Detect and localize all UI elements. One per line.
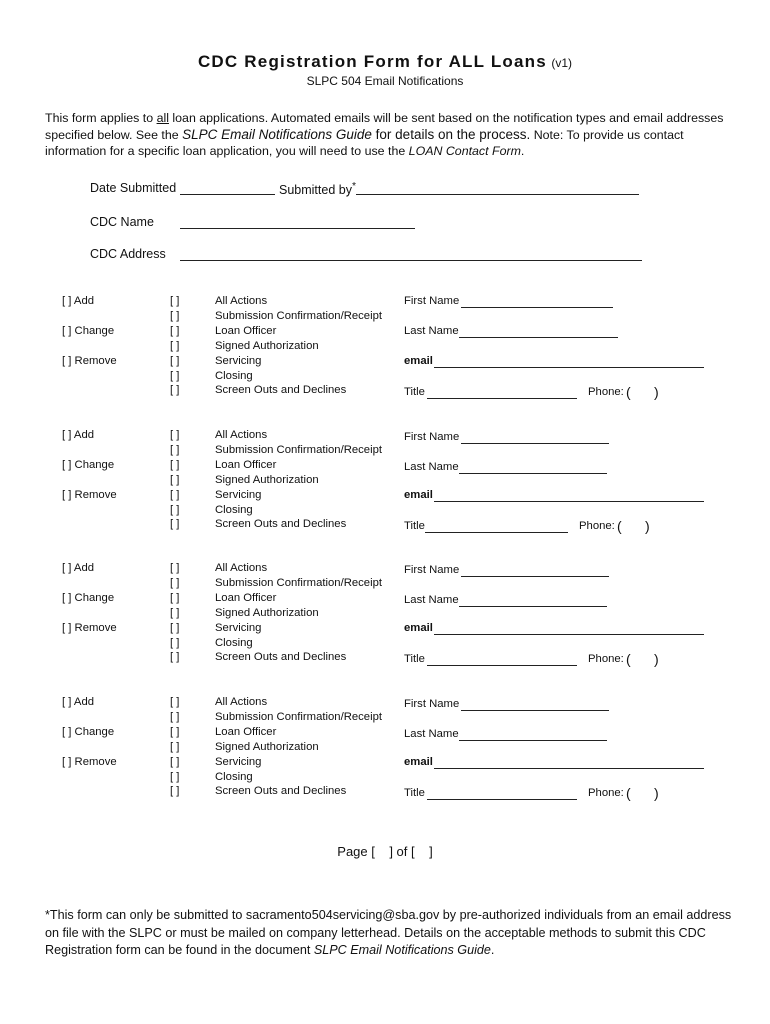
block3-notification-checkbox[interactable]: [ ]	[170, 606, 180, 619]
block1-phone-label: Phone:	[588, 386, 624, 398]
block1-notification-label: Submission Confirmation/Receipt	[215, 309, 383, 322]
block2-notification-checkbox[interactable]: [ ]	[170, 473, 180, 486]
cdc-address-label: CDC Address	[90, 247, 166, 261]
page-close-bracket: ]	[429, 844, 433, 859]
block2-phone-close-paren: )	[645, 518, 650, 534]
block4-notification-checkbox[interactable]: [ ]	[170, 785, 180, 798]
block1-notification-checkbox[interactable]: [ ]	[170, 295, 180, 307]
block1-notification-checkbox[interactable]: [ ]	[170, 384, 180, 397]
block4-email-label: email	[404, 755, 433, 768]
footnote	[45, 907, 735, 960]
block4-notification-label: Servicing	[215, 755, 262, 768]
block2-remove-option[interactable]: [ ] Remove	[62, 488, 117, 501]
block2-notification-label: Closing	[215, 503, 253, 516]
block2-first-name-field[interactable]	[461, 443, 609, 444]
block1-notification-checkbox[interactable]: [ ]	[170, 354, 180, 367]
block2-notification-checkbox[interactable]: [ ]	[170, 503, 180, 516]
block1-notification-label: Loan Officer	[215, 324, 277, 337]
block2-email-field[interactable]	[434, 501, 704, 502]
block1-notification-checkbox[interactable]: [ ]	[170, 309, 180, 322]
block2-title-label: Title	[404, 520, 425, 532]
block2-notification-label: Servicing	[215, 488, 262, 501]
footnote-doc-name: SLPC Email Notifications Guide	[313, 943, 491, 957]
block4-last-name-label: Last Name	[404, 727, 459, 740]
block1-notification-checkbox[interactable]: [ ]	[170, 339, 180, 352]
block2-notification-checkbox[interactable]: [ ]	[170, 458, 180, 471]
block3-first-name-label: First Name	[404, 564, 460, 576]
block3-phone-open-paren: (	[626, 651, 631, 667]
block2-last-name-label: Last Name	[404, 460, 459, 473]
block4-first-name-label: First Name	[404, 698, 460, 710]
block1-notification-label: Closing	[215, 369, 253, 382]
block1-change-option[interactable]: [ ] Change	[62, 324, 115, 337]
intro-guide-name: SLPC Email Notifications Guide	[182, 126, 372, 142]
form-subtitle: SLPC 504 Email Notifications	[306, 74, 464, 88]
block2-notification-checkbox[interactable]: [ ]	[170, 488, 180, 501]
block3-phone-label: Phone:	[588, 653, 624, 665]
block4-remove-option[interactable]: [ ] Remove	[62, 755, 117, 768]
intro-text-2: loan applications. Automated emails will be sent based on the notification types and email addresses specified below. See the	[45, 111, 724, 142]
block1-notification-label: Screen Outs and Declines	[215, 384, 347, 397]
page-indicator	[0, 844, 770, 859]
block2-notification-checkbox[interactable]: [ ]	[170, 518, 180, 531]
intro-text-1: This form applies to	[45, 111, 157, 125]
block3-notification-label: Submission Confirmation/Receipt	[215, 576, 383, 589]
block3-last-name-label: Last Name	[404, 593, 459, 606]
block4-notification-label: Loan Officer	[215, 725, 277, 738]
intro-text-4: Note: To provide us contact information for a specific loan application, you will need to use the	[45, 127, 684, 158]
intro-loan-contact-form: LOAN Contact Form	[408, 144, 521, 158]
block2-notification-label: Submission Confirmation/Receipt	[215, 443, 383, 456]
cdc-name-label: CDC Name	[90, 215, 154, 229]
block1-notification-label: Servicing	[215, 354, 262, 367]
footnote-text: *This form can only be submitted to sacramento504servicing@sba.gov by pre-authorized individuals from an email address on file with the SLPC or must be mailed on company letterhead. Details on the acceptable methods to submit this CDC Registration form can be found in the document	[45, 908, 732, 957]
version-text: (v1)	[551, 56, 573, 70]
block1-first-name-field[interactable]	[461, 307, 613, 308]
block2-title-field[interactable]	[425, 532, 568, 533]
block3-title-field[interactable]	[427, 665, 577, 666]
title-text: CDC Registration Form for ALL Loans	[197, 52, 547, 71]
page-label: Page [	[337, 844, 375, 859]
submitted-by-label	[279, 181, 356, 197]
block3-email-label: email	[404, 621, 433, 634]
block2-add-option[interactable]: [ ] Add	[62, 429, 95, 441]
block1-last-name-label: Last Name	[404, 324, 459, 337]
block3-change-option[interactable]: [ ] Change	[62, 591, 115, 604]
block4-title-field[interactable]	[427, 799, 577, 800]
block4-notification-checkbox[interactable]: [ ]	[170, 755, 180, 768]
block4-first-name-field[interactable]	[461, 710, 609, 711]
cdc-address-field[interactable]	[180, 260, 642, 261]
block4-add-option[interactable]: [ ] Add	[62, 696, 95, 708]
block3-notification-checkbox[interactable]: [ ]	[170, 591, 180, 604]
block4-email-field[interactable]	[434, 768, 704, 769]
block1-title-label: Title	[404, 386, 425, 398]
block3-title-label: Title	[404, 653, 425, 665]
submitted-by-text: Submitted by	[279, 183, 352, 198]
block2-notification-label: Signed Authorization	[215, 473, 319, 486]
intro-underlined-all: all	[156, 111, 169, 125]
block4-notification-checkbox[interactable]: [ ]	[170, 725, 180, 738]
block3-notification-label: Loan Officer	[215, 591, 277, 604]
block1-email-label: email	[404, 354, 433, 367]
block1-add-option[interactable]: [ ] Add	[62, 295, 95, 307]
block4-notification-checkbox[interactable]: [ ]	[170, 696, 180, 708]
block4-notification-checkbox[interactable]: [ ]	[170, 770, 180, 783]
block3-notification-label: All Actions	[215, 562, 268, 574]
block2-change-option[interactable]: [ ] Change	[62, 458, 115, 471]
block1-remove-option[interactable]: [ ] Remove	[62, 354, 117, 367]
block3-notification-checkbox[interactable]: [ ]	[170, 621, 180, 634]
block1-last-name-field[interactable]	[459, 337, 618, 338]
intro-text-3: for details on the process.	[371, 126, 531, 142]
block2-last-name-field[interactable]	[459, 473, 607, 474]
block2-notification-checkbox[interactable]: [ ]	[170, 429, 180, 441]
intro-text-5: .	[520, 144, 525, 158]
block1-title-field[interactable]	[427, 398, 577, 399]
block4-change-option[interactable]: [ ] Change	[62, 725, 115, 738]
block3-add-option[interactable]: [ ] Add	[62, 562, 95, 574]
asterisk: *	[351, 181, 357, 192]
block3-notification-checkbox[interactable]: [ ]	[170, 576, 180, 589]
block4-last-name-field[interactable]	[459, 740, 607, 741]
block1-phone-open-paren: (	[626, 384, 631, 400]
block3-first-name-field[interactable]	[461, 576, 609, 577]
block1-phone-field[interactable]	[634, 384, 652, 400]
block4-notification-label: Screen Outs and Declines	[215, 785, 347, 798]
block3-notification-checkbox[interactable]: [ ]	[170, 562, 180, 574]
block2-notification-label: Screen Outs and Declines	[215, 518, 347, 531]
block4-notification-checkbox[interactable]: [ ]	[170, 710, 180, 723]
page-of-label: ] of [	[389, 844, 415, 859]
block2-phone-open-paren: (	[617, 518, 622, 534]
date-submitted-field[interactable]	[180, 194, 275, 195]
block3-notification-label: Servicing	[215, 621, 262, 634]
block4-title-label: Title	[404, 787, 425, 799]
block4-notification-checkbox[interactable]: [ ]	[170, 740, 180, 753]
form-title	[0, 52, 770, 72]
block1-email-field[interactable]	[434, 367, 704, 368]
block2-notification-label: Loan Officer	[215, 458, 277, 471]
block4-phone-open-paren: (	[626, 785, 631, 801]
block4-notification-label: Signed Authorization	[215, 740, 319, 753]
block3-notification-label: Screen Outs and Declines	[215, 651, 347, 664]
block2-email-label: email	[404, 488, 433, 501]
block1-phone-close-paren: )	[654, 384, 659, 400]
block4-notification-label: All Actions	[215, 696, 268, 708]
block1-notification-checkbox[interactable]: [ ]	[170, 324, 180, 337]
block2-first-name-label: First Name	[404, 431, 460, 443]
submitted-by-field[interactable]	[356, 194, 639, 195]
block3-remove-option[interactable]: [ ] Remove	[62, 621, 117, 634]
block2-phone-field[interactable]	[625, 518, 643, 534]
block3-last-name-field[interactable]	[459, 606, 607, 607]
block4-phone-close-paren: )	[654, 785, 659, 801]
block3-phone-close-paren: )	[654, 651, 659, 667]
block1-notification-label: Signed Authorization	[215, 339, 319, 352]
intro-paragraph	[45, 110, 735, 160]
block1-first-name-label: First Name	[404, 295, 460, 307]
block4-phone-label: Phone:	[588, 787, 624, 799]
footnote-end: .	[490, 943, 495, 957]
block4-phone-field[interactable]	[634, 785, 652, 801]
block4-notification-label: Submission Confirmation/Receipt	[215, 710, 383, 723]
block2-notification-label: All Actions	[215, 429, 268, 441]
cdc-name-field[interactable]	[180, 228, 415, 229]
block3-notification-checkbox[interactable]: [ ]	[170, 636, 180, 649]
block3-notification-checkbox[interactable]: [ ]	[170, 651, 180, 664]
block1-notification-checkbox[interactable]: [ ]	[170, 369, 180, 382]
block3-phone-field[interactable]	[634, 651, 652, 667]
block4-notification-label: Closing	[215, 770, 253, 783]
block3-notification-label: Signed Authorization	[215, 606, 319, 619]
block2-notification-checkbox[interactable]: [ ]	[170, 443, 180, 456]
block1-notification-label: All Actions	[215, 295, 268, 307]
block2-phone-label: Phone:	[579, 520, 615, 532]
block3-email-field[interactable]	[434, 634, 704, 635]
block3-notification-label: Closing	[215, 636, 253, 649]
date-submitted-label: Date Submitted	[90, 181, 177, 195]
